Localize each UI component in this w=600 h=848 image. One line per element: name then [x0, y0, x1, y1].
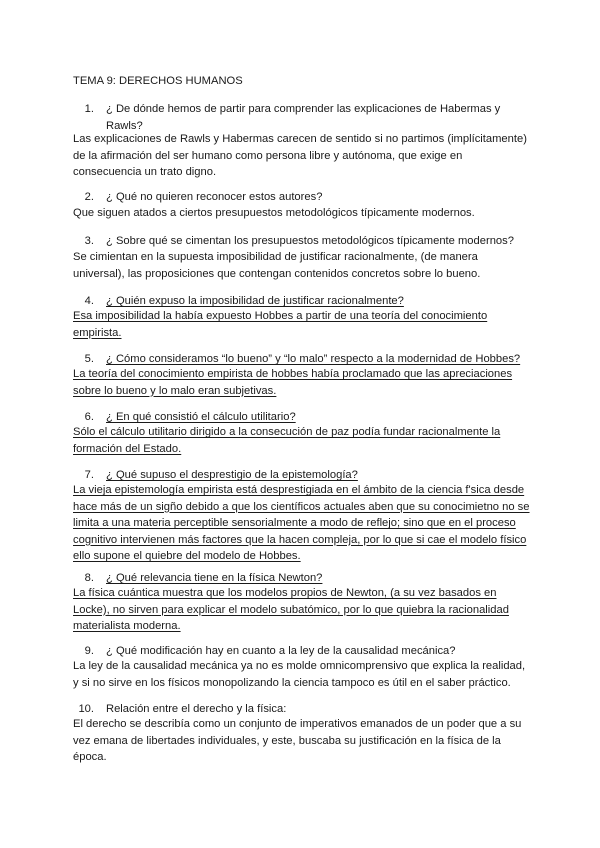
answer-line: hace más de un sigño debido a que los científicos actuales aben que su conocimietno no se	[73, 500, 530, 513]
question-text-line: ¿ De dónde hemos de partir para comprender las explicaciones de Habermas y	[106, 103, 501, 115]
question-text-line: ¿ Qué supuso el desprestigio de la epistemología?	[106, 469, 358, 481]
question-3	[73, 233, 514, 250]
answer-line: consecuencia un trato digno.	[73, 166, 217, 178]
answer-line: limita a una materia perceptible sensorialmente a modo de reflejo; sino que en el proceso	[73, 517, 516, 529]
answer-line: La teoría del conocimiento empirista de hobbes había proclamado que las apreciaciones	[73, 368, 513, 380]
question-number: 9.	[84, 645, 94, 657]
answer-line: El derecho se describía como un conjunto de imperativos emanados de un poder que a su	[73, 718, 522, 730]
answer-line: formación del Estado.	[73, 442, 182, 455]
answer-line: La vieja epistemología empirista está desprestigiada en el ámbito de la ciencia f'sica desde	[73, 484, 525, 496]
question-text-line: Rawls?	[106, 119, 143, 132]
question-number: 2.	[84, 191, 94, 203]
answer-line: Esa imposibilidad la había expuesto Hobbes a partir de una teoría del conocimiento	[73, 310, 488, 322]
answer-line: y si no sirve en los físicos monopolizando la ciencia tampoco es útil en el saber práctico.	[73, 676, 511, 689]
answer-line: Que siguen atados a ciertos presupuestos metodológicos típicamente modernos.	[73, 207, 475, 219]
answer-line: Se cimientan en la supuesta imposibilidad de justificar racionalmente, (de manera	[73, 251, 478, 263]
answer-line: La ley de la causalidad mecánica ya no es molde omnicomprensivo que explica la realidad,	[73, 660, 526, 672]
question-text-line: ¿ En qué consistió el cálculo utilitario?	[106, 411, 296, 423]
question-number: 10.	[78, 703, 94, 715]
answer-line: ello supone el quiebre del modelo de Hobbes.	[73, 550, 301, 562]
question-text-line: ¿ Qué modificación hay en cuanto a la ley de la causalidad mecánica?	[106, 645, 456, 657]
answer-line: Las explicaciones de Rawls y Habermas carecen de sentido si no partimos (implícitamente)	[73, 133, 527, 145]
question-text-line: ¿ Qué relevancia tiene en la física Newton?	[106, 572, 323, 584]
question-number: 6.	[84, 411, 94, 423]
answer-4	[73, 308, 528, 341]
answer-line: materialista moderna.	[73, 620, 181, 632]
question-number: 3.	[84, 235, 94, 247]
answer-7	[73, 482, 533, 565]
answer-line: vez emana de libertades individuales, y este, buscaba su justificación en la física de la	[73, 734, 501, 747]
answer-1	[73, 131, 528, 181]
answer-8	[73, 585, 528, 635]
question-number: 8.	[84, 572, 94, 584]
answer-9	[73, 658, 528, 691]
question-2	[73, 189, 322, 206]
answer-5	[73, 366, 528, 399]
answer-line: época.	[73, 751, 107, 763]
answer-line: universal), las proposiciones que contengan contenidos concretos sobre lo bueno.	[73, 267, 481, 280]
answer-line: empirista.	[73, 326, 122, 339]
answer-line: La física cuántica muestra que los modelos propios de Newton, (a su vez basados en	[73, 587, 497, 599]
answer-10	[73, 716, 528, 766]
answer-line: cognitivo intervienen más factores que la hacen compleja, por lo que si cae el modelo físico	[73, 533, 527, 546]
question-text-line: Relación entre el derecho y la física:	[106, 703, 287, 715]
question-text-line: ¿ Qué no quieren reconocer estos autores?	[106, 191, 323, 203]
answer-line: de la afirmación del ser humano como persona libre y autónoma, que exige en	[73, 149, 463, 162]
question-number: 5.	[84, 353, 94, 365]
answer-line: Sólo el cálculo utilitario dirigido a la consecución de paz podía fundar racionalmente la	[73, 426, 501, 438]
answer-3	[73, 249, 528, 282]
question-number: 7.	[84, 469, 94, 481]
answer-line: Locke), no sirven para explicar el modelo subatómico, por lo que quiebra la racionalidad	[73, 603, 509, 616]
question-text-line: ¿ Quién expuso la imposibilidad de justificar racionalmente?	[106, 295, 404, 307]
answer-2	[73, 205, 528, 222]
question-1	[73, 101, 500, 134]
question-text-line: ¿ Cómo consideramos “lo bueno” y “lo malo” respecto a la modernidad de Hobbes?	[106, 353, 521, 365]
question-number: 1.	[84, 103, 94, 115]
document-title: TEMA 9: DERECHOS HUMANOS	[73, 75, 243, 87]
answer-6	[73, 424, 528, 457]
question-number: 4.	[84, 295, 94, 307]
answer-line: sobre lo bueno y lo malo eran subjetivas.	[73, 384, 277, 397]
question-text-line: ¿ Sobre qué se cimentan los presupuestos metodológicos típicamente modernos?	[106, 235, 514, 247]
